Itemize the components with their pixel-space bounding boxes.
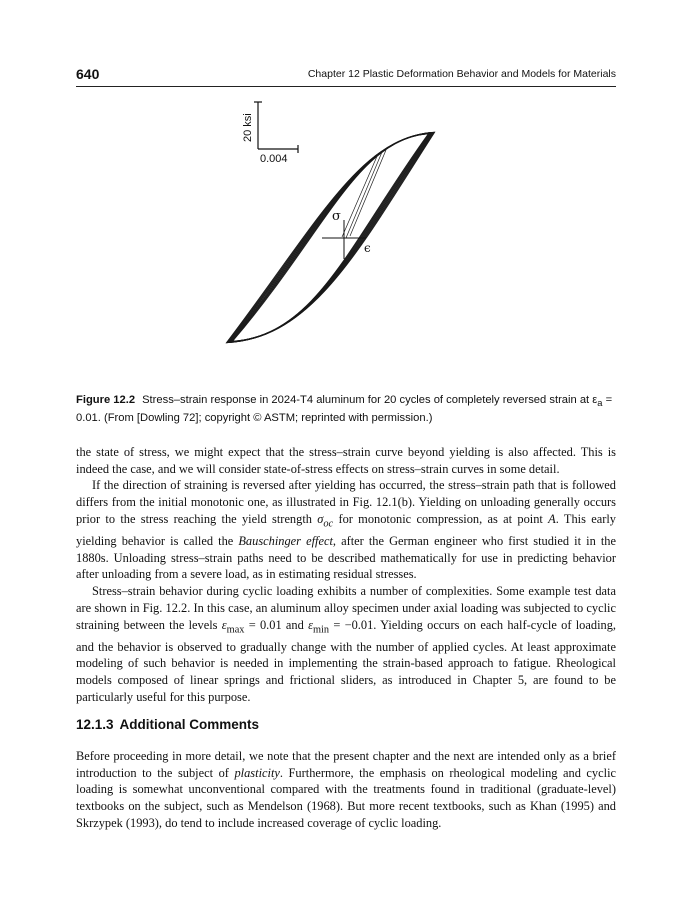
strain-scale-label: 0.004 [260, 153, 288, 165]
paragraph-3 [76, 583, 616, 705]
figure-label: Figure 12.2 [76, 394, 136, 406]
p2-part-c: . This early yielding behavior is called the [76, 511, 616, 548]
p2-sigma: σ [317, 511, 324, 526]
figure-12-2 [200, 92, 490, 387]
paragraph-2 [76, 477, 616, 583]
caption-text: Stress–strain response in 2024-T4 aluminum for 20 cycles of completely reversed strain at ε [142, 394, 598, 406]
p2-bauschinger-term: Bauschinger effect [238, 533, 333, 548]
header-rule [76, 86, 616, 87]
initial-loading-path [342, 150, 386, 238]
body-text-top [76, 444, 616, 705]
scale-bars [254, 102, 298, 153]
section-p-part-a: Before proceeding in more detail, we note that the present chapter and the next are intended only as a brief introduction to the subject of [76, 749, 616, 780]
body-text-section [76, 748, 616, 832]
p2-part-a: If the direction of straining is reversed after yielding has occurred, the stress–strain path that is followed differs from the initial monotonic one, as illustrated in Fig. 12.1(b). Yielding on unloading generally occurs prior to the stress reaching the yield strength [76, 478, 616, 526]
sigma-axis-label: σ [332, 209, 341, 224]
p3-eq-2: = −0.01 [329, 617, 374, 632]
p3-epsilon-min-sub: min [312, 623, 330, 635]
p3-eq-1: = 0.01 and [244, 617, 309, 632]
figure-caption [76, 393, 616, 426]
running-head: Chapter 12 Plastic Deformation Behavior and Models for Materials [307, 68, 616, 80]
p3-epsilon-max: ε [221, 617, 227, 632]
p2-sigma-subscript: oc [323, 518, 334, 530]
hysteresis-plot [200, 92, 490, 387]
stress-scale-label: 20 ksi [242, 113, 254, 142]
paragraph-1: the state of stress, we might expect that the stress–strain curve beyond yielding is also affected. This is indeed the case, and we will consider state-of-stress effects on stress–strain curves in some detail. [76, 445, 616, 476]
p2-point-a: A [548, 511, 556, 526]
section-number: 12.1.3 [76, 717, 114, 732]
section-plasticity-term: plasticity [234, 765, 280, 780]
p3-epsilon-max-sub: max [226, 623, 245, 635]
section-p-part-b: . Furthermore, the emphasis on rheological modeling and cyclic loading is somewhat unconventional compared with the treatments found in traditional (graduate-level) textbooks on the subject, such as Mendelson (1968). But more recent textbooks, such as Khan (1995) and Skrzypek (1993), do tend to include increased coverage of cyclic loading. [76, 765, 617, 830]
section-paragraph [76, 748, 616, 832]
p3-epsilon-min: ε [308, 617, 313, 632]
caption-subscript: a [597, 398, 603, 409]
section-heading [76, 717, 265, 732]
p3-part-a: Stress–strain behavior during cyclic loading exhibits a number of complexities. Some example test data are shown in Fig. 12.2. In this case, an aluminum alloy specimen under axial loading was subjected to cyclic straining between the levels [76, 584, 616, 632]
caption-text-2: = 0.01. (From [Dowling 72]; copyright © ASTM; reprinted with permission.) [76, 394, 613, 425]
page-number: 640 [76, 66, 100, 82]
epsilon-axis-label: ϵ [364, 241, 371, 255]
page-header [76, 66, 616, 82]
p2-part-d: , after the German engineer who first studied it in the 1880s. Unloading stress–strain paths need to be described mathematically for use in predicting behavior after unloading from a severe load, as in estimating residual stresses. [76, 533, 616, 582]
p2-part-b: for monotonic compression, as at point [333, 511, 549, 526]
p3-part-b: . Yielding occurs on each half-cycle of loading, and the behavior is observed to gradually change with the number of applied cycles. At least approximate modeling of such behavior is needed in implementing the strain-based approach to fatigue. Rheological models composed of linear springs and frictional sliders, as introduced in Chapter 5, are found to be particularly useful for this purpose. [76, 617, 616, 704]
section-title: Additional Comments [119, 717, 260, 732]
